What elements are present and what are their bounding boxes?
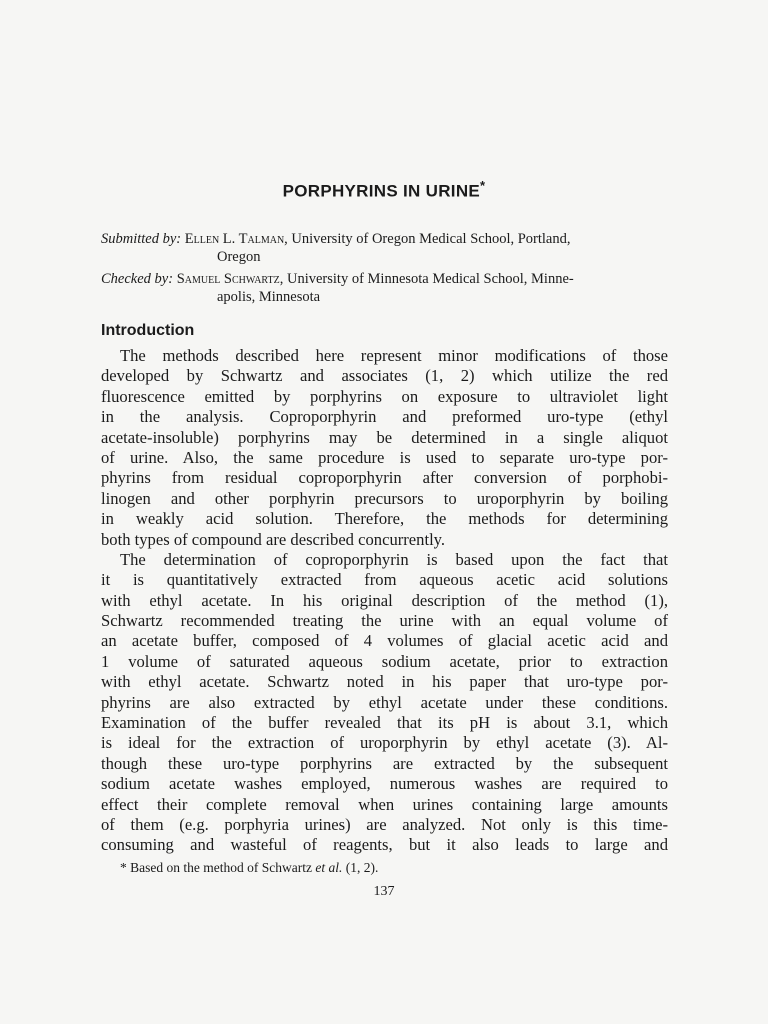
title-text: PORPHYRINS IN URINE	[282, 181, 481, 201]
body-line: of them (e.g. porphyria urines) are analyzed. Not only is this time-	[101, 814, 668, 834]
body-line: phyrins are also extracted by ethyl acetate under these conditions.	[101, 692, 668, 712]
footnote-text-end: (1, 2).	[342, 860, 379, 875]
body-line: developed by Schwartz and associates (1, 2) which utilize the red	[101, 366, 668, 386]
body-line: in the analysis. Coproporphyrin and preformed uro-type (ethyl	[101, 407, 668, 427]
body-text	[101, 346, 668, 856]
footnote-mark: *	[120, 860, 127, 875]
body-line: effect their complete removal when urines containing large amounts	[101, 794, 668, 814]
body-line: is ideal for the extraction of uroporphyrin by ethyl acetate (3). Al-	[101, 733, 668, 753]
submitter-name: Ellen L. Talman	[184, 231, 285, 247]
page-number: 137	[373, 884, 395, 899]
body-line: Examination of the buffer revealed that its pH is about 3.1, which	[101, 713, 668, 733]
checked-by-credit	[101, 270, 667, 306]
checker-name: Samuel Schwartz	[176, 271, 280, 287]
body-line: Schwartz recommended treating the urine with an equal volume of	[101, 611, 668, 631]
checker-affiliation: , University of Minnesota Medical School, Minne-	[279, 271, 574, 287]
body-line: The methods described here represent minor modifications of those	[120, 346, 668, 365]
submitted-by-label: Submitted by:	[101, 231, 182, 247]
body-line: sodium acetate washes employed, numerous washes are required to	[101, 774, 668, 794]
section-heading-introduction: Introduction	[101, 322, 195, 339]
body-line: 1 volume of saturated aqueous sodium acetate, prior to extraction	[101, 651, 668, 671]
body-line: of urine. Also, the same procedure is used to separate uro-type por-	[101, 447, 668, 467]
body-line: acetate-insoluble) porphyrins may be determined in a single aliquot	[101, 427, 668, 447]
footnote	[120, 860, 378, 876]
body-line: consuming and wasteful of reagents, but it also leads to large and	[101, 835, 668, 855]
page-title	[0, 178, 768, 202]
submitted-by-credit	[101, 230, 667, 266]
submitter-affiliation-continued: Oregon	[217, 249, 261, 265]
body-line: with ethyl acetate. In his original description of the method (1),	[101, 590, 668, 610]
body-line: The determination of coproporphyrin is based upon the fact that	[120, 549, 668, 569]
body-line: phyrins from residual coproporphyrin after conversion of porphobi-	[101, 468, 668, 488]
body-line: fluorescence emitted by porphyrins on exposure to ultraviolet light	[101, 386, 668, 406]
footnote-italic: et al.	[315, 860, 343, 875]
checker-affiliation-continued: apolis, Minnesota	[217, 289, 321, 305]
body-line: in weakly acid solution. Therefore, the methods for determining	[101, 509, 668, 529]
title-footnote-mark: *	[480, 178, 486, 193]
checked-by-label: Checked by:	[101, 271, 174, 287]
footnote-text: Based on the method of Schwartz	[126, 860, 316, 875]
submitter-affiliation: , University of Oregon Medical School, Portland,	[284, 231, 571, 247]
body-line: though these uro-type porphyrins are extracted by the subsequent	[101, 753, 668, 773]
body-line: with ethyl acetate. Schwartz noted in his paper that uro-type por-	[101, 672, 668, 692]
body-line: linogen and other porphyrin precursors to uroporphyrin by boiling	[101, 488, 668, 508]
body-line: both types of compound are described concurrently.	[101, 529, 446, 549]
body-line: it is quantitatively extracted from aqueous acetic acid solutions	[101, 570, 668, 590]
body-line: an acetate buffer, composed of 4 volumes of glacial acetic acid and	[101, 631, 668, 651]
